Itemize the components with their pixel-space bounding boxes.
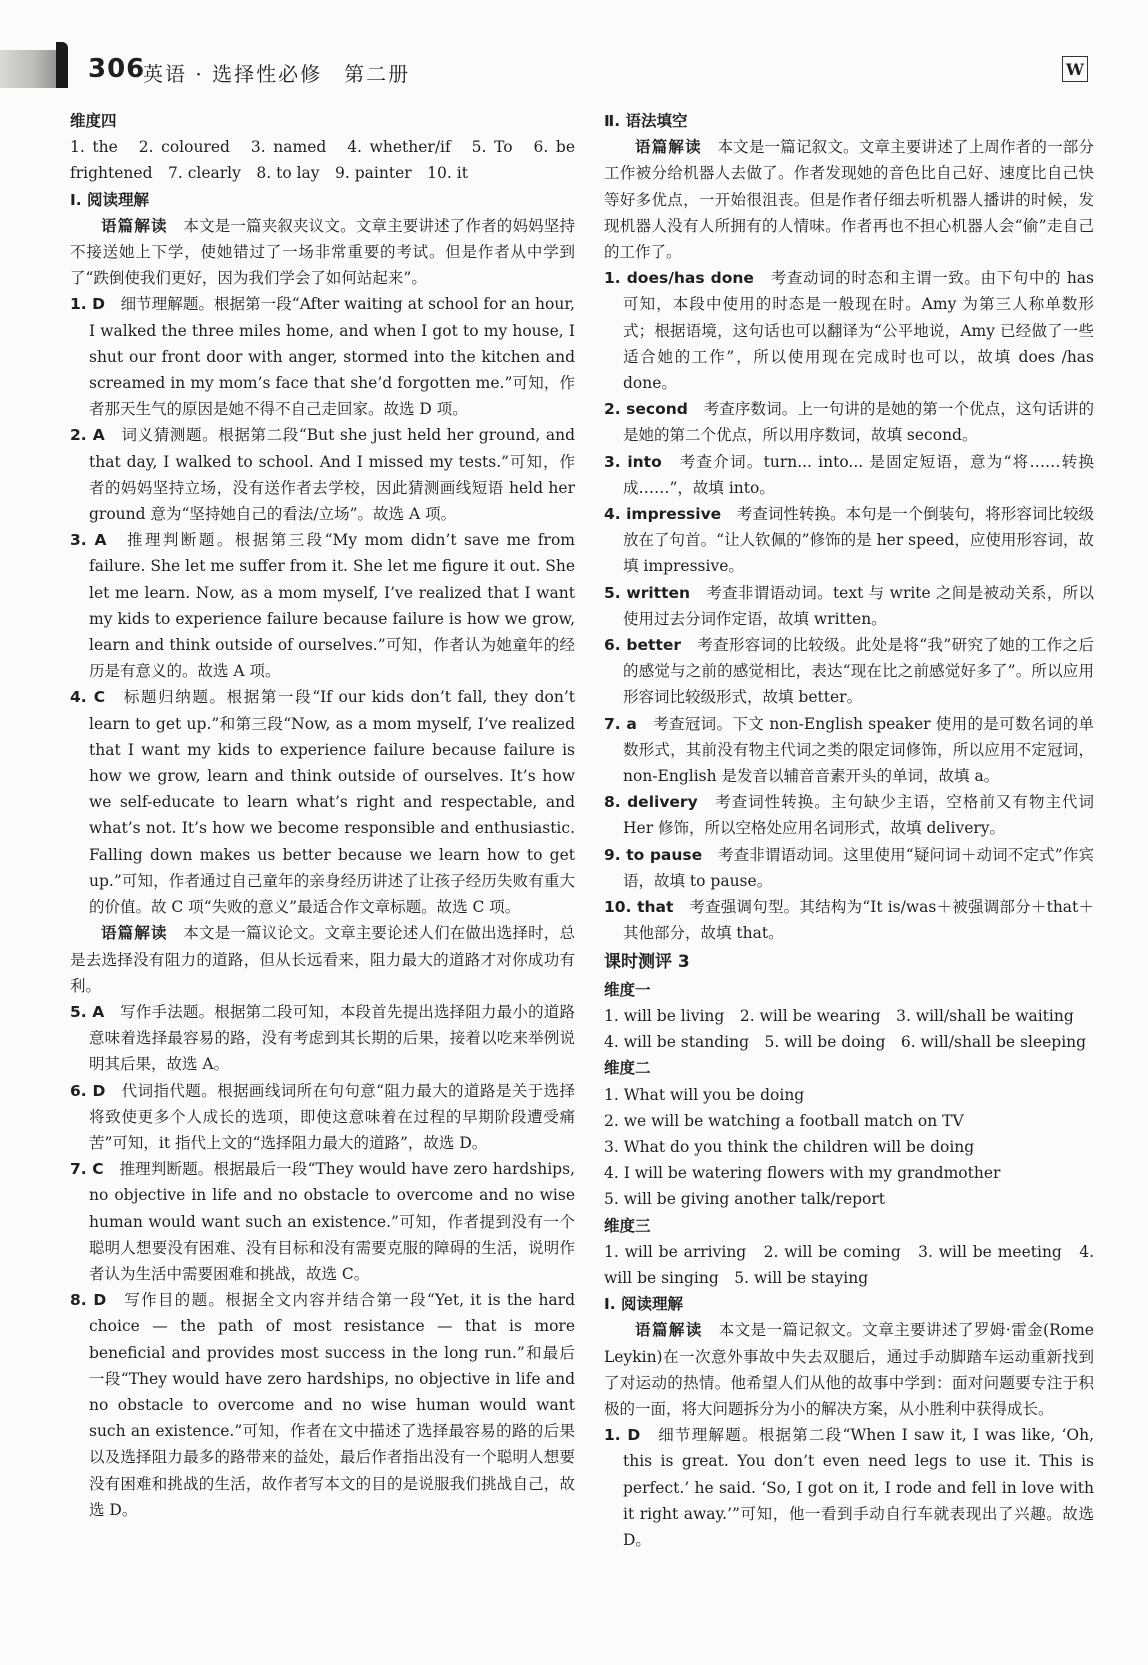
answer-key: 2. A bbox=[70, 426, 105, 445]
answer-item bbox=[70, 684, 575, 920]
answer-key: 6. better bbox=[604, 636, 682, 655]
answer-key: 1. D bbox=[70, 295, 105, 314]
dim2-heading: 维度二 bbox=[604, 1059, 651, 1078]
answer-item bbox=[70, 422, 575, 527]
answer-explanation: 考查非谓语动词。text 与 write 之间是被动关系，所以使用过去分词作定语，故填 written。 bbox=[623, 583, 1094, 628]
dim4-answers: 1. the 2. coloured 3. named 4. whether/if 5. To 6. be frightened 7. clearly 8. to lay 9. painter 10. it bbox=[70, 138, 575, 183]
left-column bbox=[70, 108, 575, 1523]
dim4-heading: 维度四 bbox=[70, 112, 117, 130]
intro-label: 语篇解读 bbox=[101, 923, 168, 943]
answer-key: 3. into bbox=[604, 452, 662, 471]
answer-explanation: 词义猜测题。根据第二段“But she just held her ground, and that day, I walked to school. And I missed my tests.”可知，作者的妈妈坚持立场，没有送作者去学校，因此猜测画线短语 held her ground 意为“坚持她自己的看法/立场”。故选 A 项。 bbox=[89, 426, 575, 524]
answer-item bbox=[604, 396, 1094, 448]
grammar-heading: Ⅱ. 语法填空 bbox=[604, 112, 688, 130]
answer-item bbox=[604, 711, 1094, 790]
answer-item bbox=[604, 894, 1094, 946]
answer-item bbox=[70, 1156, 575, 1287]
answer-explanation: 考查形容词的比较级。此处是将“我”研究了她的工作之后的感觉与之前的感觉相比，表达“现在比之前感觉好多了”。所以应用形容词比较级形式，故填 better。 bbox=[623, 636, 1094, 707]
intro-text: 本文是一篇记叙文。文章主要讲述了上周作者的一部分工作被分给机器人去做了。作者发现她的音色比自己好、速度比自己快等好多优点，一开始很沮丧。但是作者仔细去听机器人播讲的时候，发现机器人没有人所拥有的人情味。作者再也不担心机器人会“偷”走自己的工作了。 bbox=[604, 138, 1094, 262]
reading-heading: Ⅰ. 阅读理解 bbox=[70, 190, 150, 209]
dim3-answers: 1. will be arriving 2. will be coming 3. will be meeting 4. will be singing 5. will be staying bbox=[604, 1242, 1094, 1287]
answer-key: 8. delivery bbox=[604, 793, 698, 812]
dim3-heading: 维度三 bbox=[604, 1216, 651, 1235]
dim2-answer: 5. will be giving another talk/report bbox=[604, 1190, 886, 1209]
answer-item bbox=[604, 1422, 1094, 1553]
answer-key: 5. written bbox=[604, 583, 691, 602]
dim2-answer: 3. What do you think the children will be doing bbox=[604, 1137, 975, 1156]
answer-item bbox=[604, 789, 1094, 841]
passage-intro bbox=[604, 1317, 1094, 1422]
page-header bbox=[0, 0, 1148, 105]
answer-explanation: 细节理解题。根据第二段“When I saw it, I was like, ‘Oh, this is great. You don’t even need legs to use it. This is perfect.’ he said. ‘So, I got on it, I rode and fell in love with it right away.’”可知，他一看到手动自行车就表现出了兴趣。故选 D。 bbox=[623, 1426, 1095, 1549]
book-title: 英语 · 选择性必修 第二册 bbox=[143, 62, 411, 86]
answer-key: 7. C bbox=[70, 1160, 104, 1179]
w-mark: W bbox=[1062, 56, 1088, 82]
answer-explanation: 推理判断题。根据第三段“My mom didn’t save me from failure. She let me suffer from it. She let me figure it out. She let me learn. Now, as a mom myself, I’ve realized that I want my kids to experience failure because failure is how we grow, learn and think outside of ourselves.”可知，作者认为她童年的经历是有意义的。故选 A 项。 bbox=[89, 531, 575, 681]
answer-key: 2. second bbox=[604, 400, 688, 419]
intro-text: 本文是一篇夹叙夹议文。文章主要讲述了作者的妈妈坚持不接送她上下学，使她错过了一场非常重要的考试。但是作者从中学到了“跌倒使我们更好，因为我们学会了如何站起来”。 bbox=[70, 216, 575, 288]
passage-intro bbox=[70, 213, 575, 292]
answer-item bbox=[604, 449, 1094, 501]
dim1-heading: 维度一 bbox=[604, 980, 651, 999]
answer-explanation: 考查词性转换。主句缺少主语，空格前又有物主代词 Her 修饰，所以空格处应用名词形式，故填 delivery。 bbox=[623, 793, 1094, 838]
answer-item bbox=[604, 632, 1094, 711]
answer-explanation: 细节理解题。根据第一段“After waiting at school for an hour, I walked the three miles home, and when I got to my house, I shut our front door with anger, stormed into the kitchen and screamed in my mom’s face that she’d forgotten me.”可知，作者那天生气的原因是她不得不自己走回家。故选 D 项。 bbox=[89, 295, 575, 419]
answer-item bbox=[70, 291, 575, 422]
answer-explanation: 考查动词的时态和主谓一致。由下句中的 has 可知，本段中使用的时态是一般现在时。Amy 为第三人称单数形式；根据语境，这句话也可以翻译为“公平地说，Amy 已经做了一些适合她的工作”，所以使用现在完成时也可以，故填 does /has done。 bbox=[623, 269, 1094, 393]
answer-item bbox=[604, 501, 1094, 580]
passage-intro bbox=[604, 134, 1094, 265]
answer-explanation: 写作目的题。根据全文内容并结合第一段“Yet, it is the hard choice — the path of most resistance — that is more beneficial and provides most success in the long run.”和最后一段“They would have zero hardships, no objective in life and no obstacle to overcome and no wise human would want such an existence.”可知，作者在文中描述了选择最容易的路的后果以及选择阻力最多的路带来的益处，最后作者指出没有一个聪明人想要没有困难和挑战的生活，故作者写本文的目的是说服我们挑战自己，故选 D。 bbox=[89, 1291, 575, 1519]
dim2-answer: 1. What will you be doing bbox=[604, 1085, 805, 1104]
page-number: 306 bbox=[88, 54, 146, 84]
answer-key: 1. does/has done bbox=[604, 269, 754, 288]
answer-explanation: 考查冠词。下文 non-English speaker 使用的是可数名词的单数形式，其前没有物主代词之类的限定词修饰，所以应用不定冠词，non-English 是发音以辅音音素开头的单词，故填 a。 bbox=[623, 714, 1094, 786]
intro-label: 语篇解读 bbox=[635, 137, 702, 157]
answer-item bbox=[604, 265, 1094, 396]
intro-label: 语篇解读 bbox=[101, 215, 168, 235]
answer-item bbox=[70, 1287, 575, 1523]
answer-key: 7. a bbox=[604, 714, 637, 733]
answer-explanation: 考查强调句型。其结构为“It is/was＋被强调部分＋that＋其他部分，故填 that。 bbox=[623, 898, 1094, 943]
answer-key: 4. C bbox=[70, 688, 106, 707]
answer-key: 3. A bbox=[70, 531, 107, 550]
intro-label: 语篇解读 bbox=[635, 1320, 703, 1340]
answer-item bbox=[604, 842, 1094, 894]
intro-text: 本文是一篇记叙文。文章主要讲述了罗姆·雷金(Rome Leykin)在一次意外事故中失去双腿后，通过手动脚踏车运动重新找到了对运动的热情。他希望人们从他的故事中学到：面对问题要专注于积极的一面，将大问题拆分为小的解决方案，从小胜利中获得成长。 bbox=[604, 1321, 1094, 1418]
dim2-answer: 2. we will be watching a football match on TV bbox=[604, 1111, 964, 1130]
answer-explanation: 考查介词。turn... into... 是固定短语，意为“将……转换成……”，故填 into。 bbox=[623, 452, 1094, 497]
answer-explanation: 考查序数词。上一句讲的是她的第一个优点，这句话讲的是她的第二个优点，所以用序数词，故填 second。 bbox=[623, 400, 1094, 445]
reading-heading: Ⅰ. 阅读理解 bbox=[604, 1295, 684, 1314]
section-title: 课时测评 3 bbox=[604, 951, 690, 972]
answer-item bbox=[604, 580, 1094, 632]
answer-key: 6. D bbox=[70, 1081, 106, 1100]
answer-item bbox=[70, 527, 575, 684]
dim1-answers-row: 1. will be living 2. will be wearing 3. will/shall be waiting bbox=[604, 1006, 1074, 1025]
answer-item bbox=[70, 1078, 575, 1157]
answer-key: 8. D bbox=[70, 1291, 107, 1310]
answer-explanation: 推理判断题。根据最后一段“They would have zero hardships, no objective in life and no obstacle to overcome and no wise human would want such an existence.”可知，作者提到没有一个聪明人想要没有困难、没有目标和没有需要克服的障碍的生活，说明作者认为生活中需要困难和挑战，故选 C。 bbox=[89, 1160, 575, 1283]
passage-intro bbox=[70, 920, 575, 999]
answer-key: 9. to pause bbox=[604, 845, 703, 864]
intro-text: 本文是一篇议论文。文章主要论述人们在做出选择时，总是去选择没有阻力的道路，但从长远看来，阻力最大的道路才对你成功有利。 bbox=[70, 924, 575, 995]
answer-explanation: 考查词性转换。本句是一个倒装句，将形容词比较级放在了句首。“让人钦佩的”修饰的是 her speed，应使用形容词，故填 impressive。 bbox=[623, 505, 1094, 576]
answer-explanation: 标题归纳题。根据第一段“If our kids don’t fall, they don’t learn to get up.”和第三段“Now, as a mom myself, I’ve realized that I want my kids to experience failure because failure is how we grow, learn and think outside of ourselves. It’s how we self-educate to learn what’s right and respectable, and what’s not. It’s how we become responsible and enthusiastic. Falling down makes us better because we learn how to get up.”可知，作者通过自己童年的亲身经历讲述了让孩子经历失败有重大的价值。故 C 项“失败的意义”最适合作文章标题。故选 C 项。 bbox=[89, 688, 575, 917]
answer-key: 4. impressive bbox=[604, 505, 722, 524]
answer-explanation: 代词指代题。根据画线词所在句句意“阻力最大的道路是关于选择将致使更多个人成长的选项，即使这意味着在过程的早期阶段遭受痛苦”可知，it 指代上文的“选择阻力最大的道路”，故选 D。 bbox=[89, 1081, 575, 1152]
dim1-answers-row: 4. will be standing 5. will be doing 6. will/shall be sleeping bbox=[604, 1033, 1087, 1052]
header-decoration bbox=[0, 50, 62, 88]
answer-explanation: 写作手法题。根据第二段可知，本段首先提出选择阻力最小的道路意味着选择最容易的路，没有考虑到其长期的后果，接着以吃来举例说明其后果，故选 A。 bbox=[89, 1002, 575, 1074]
header-decoration-tab bbox=[56, 42, 68, 88]
answer-item bbox=[70, 999, 575, 1078]
answer-key: 5. A bbox=[70, 1002, 105, 1021]
right-column bbox=[604, 108, 1094, 1553]
answer-key: 1. D bbox=[604, 1426, 641, 1445]
answer-explanation: 考查非谓语动词。这里使用“疑问词＋动词不定式”作宾语，故填 to pause。 bbox=[623, 845, 1094, 890]
answer-key: 10. that bbox=[604, 898, 674, 917]
dim2-answer: 4. I will be watering flowers with my grandmother bbox=[604, 1164, 1001, 1183]
